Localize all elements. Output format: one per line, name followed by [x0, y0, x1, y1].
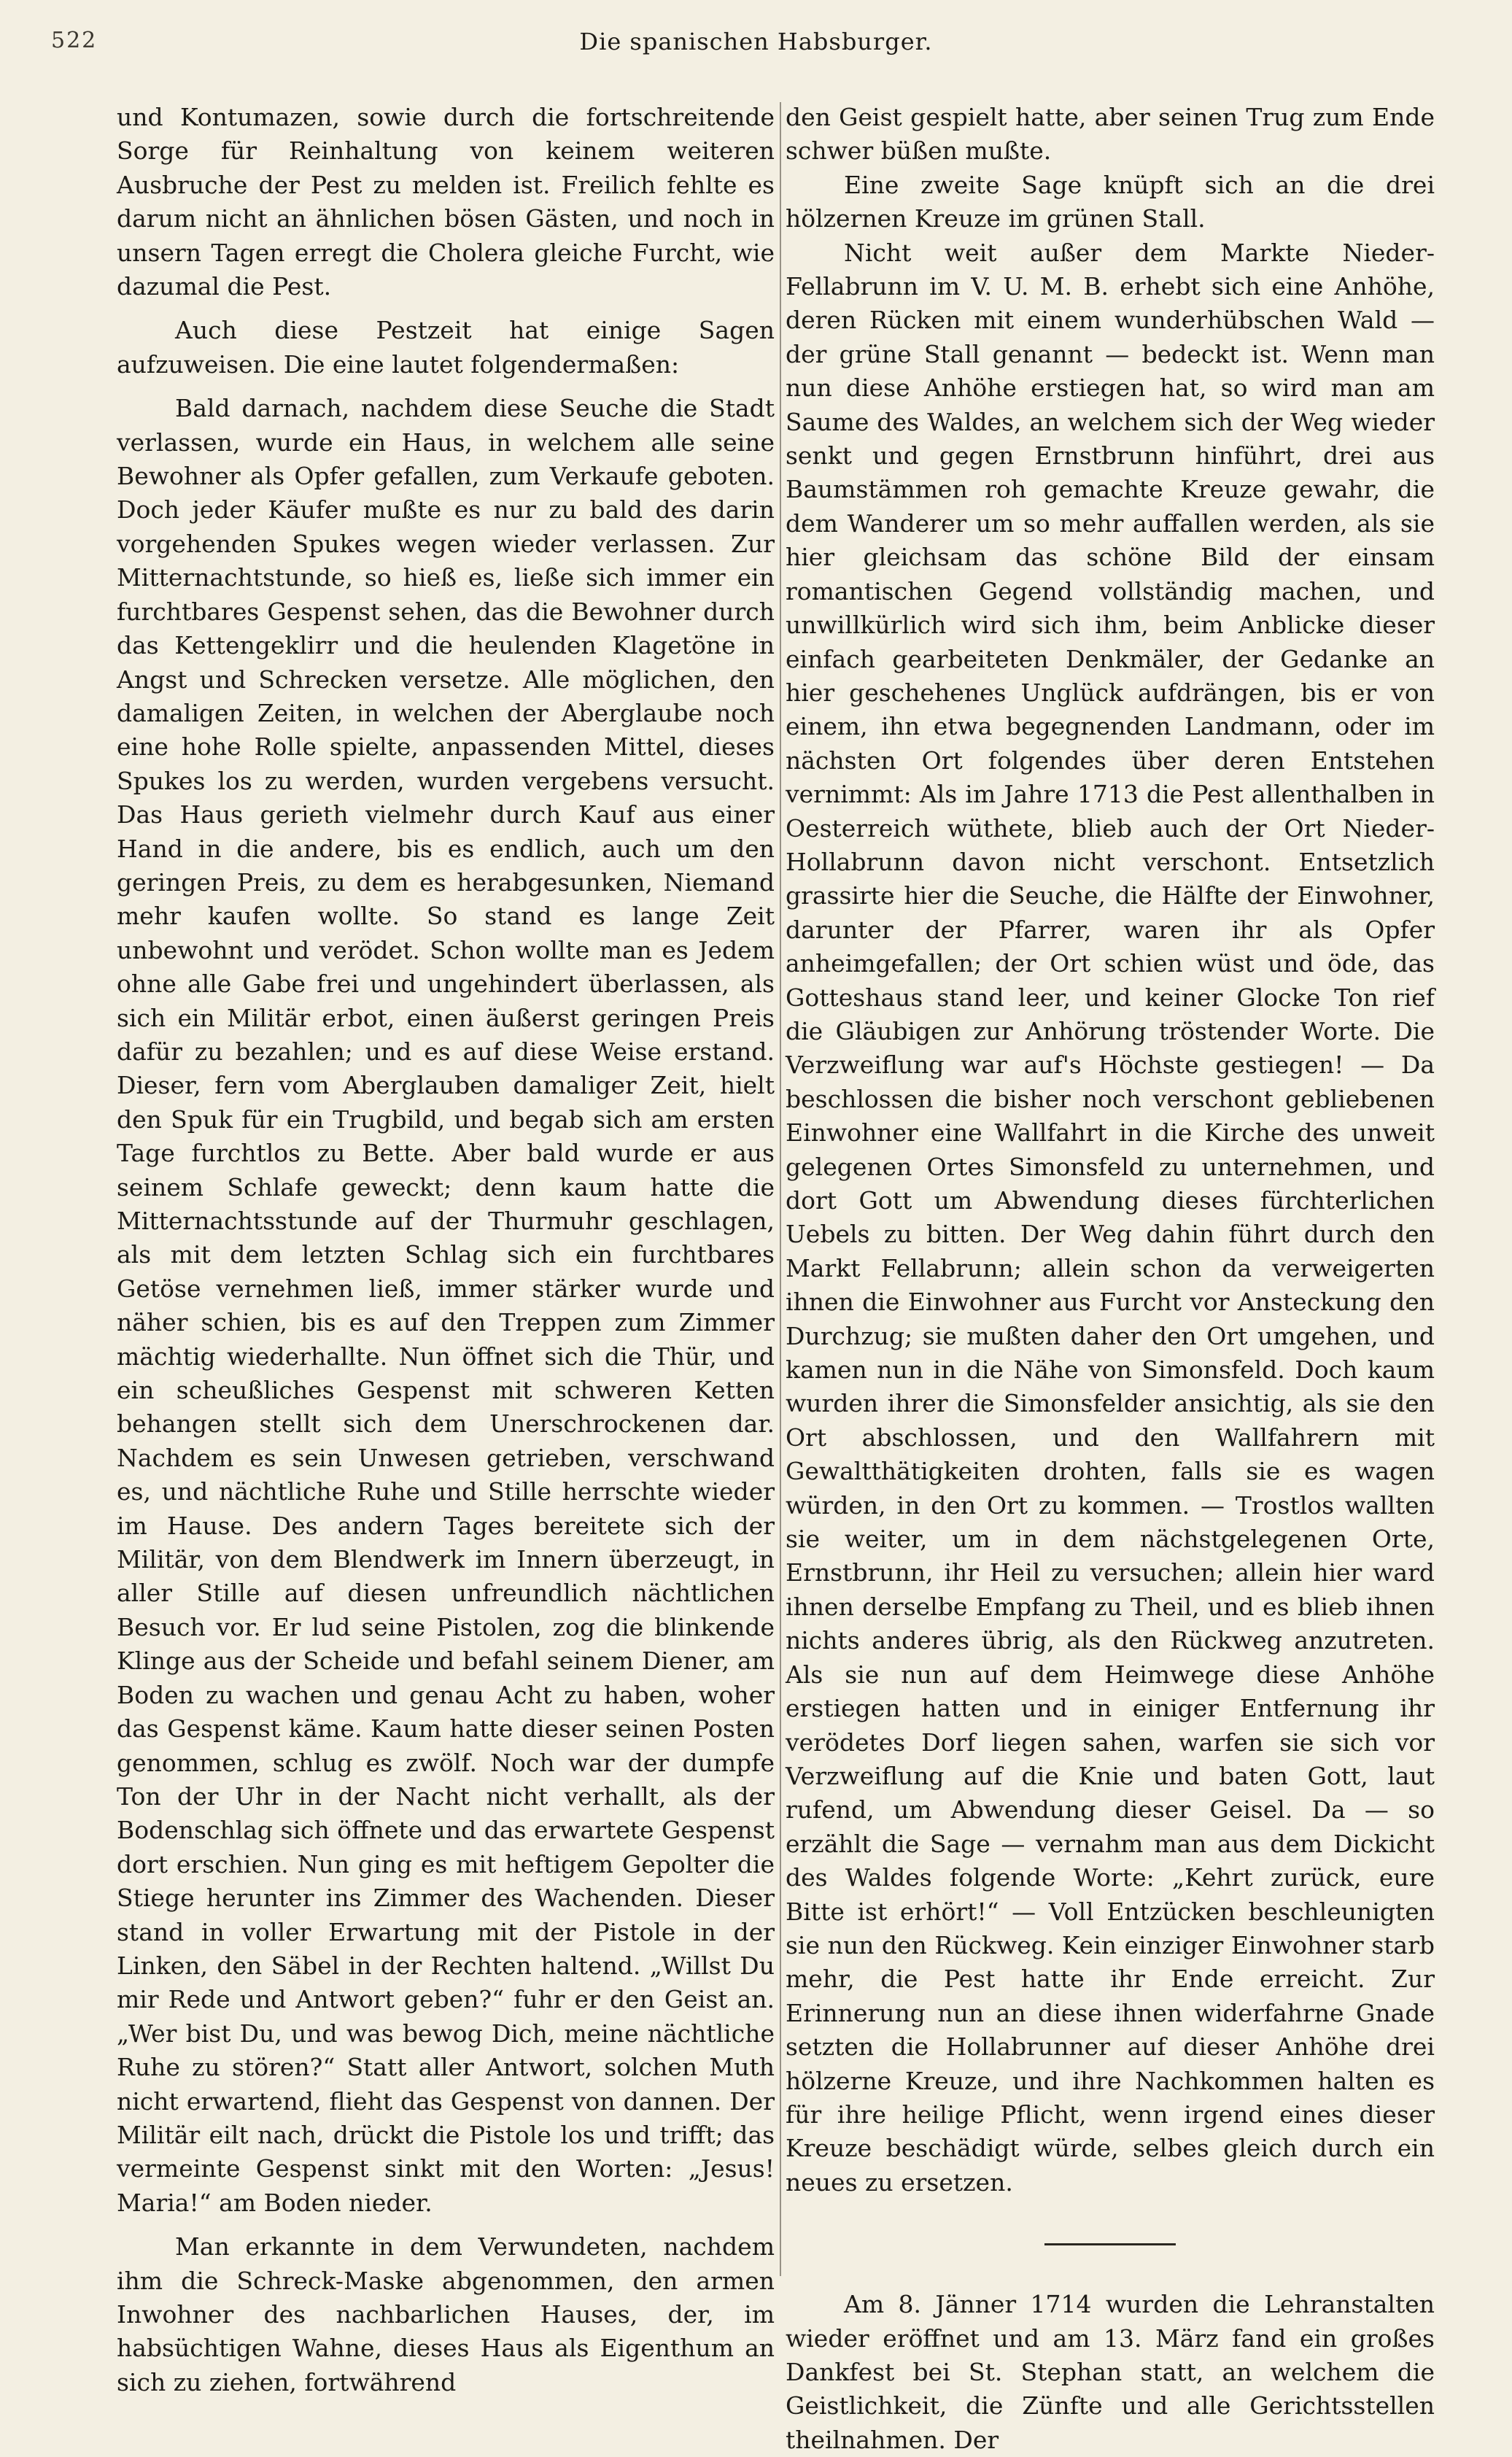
running-head: Die spanischen Habsburger. — [579, 28, 933, 55]
section-separator-rule — [1044, 2243, 1176, 2245]
paragraph-gap — [117, 303, 775, 314]
page-header — [51, 28, 1461, 64]
left-paragraph-3: Bald darnach, nachdem diese Seuche die Stadt verlassen, wurde ein Haus, in welchem alle seine Bewohner als Opfer gefallen, zum Verkaufe geboten. Doch jeder Käufer mußte es nur zu bald des darin vorgehenden Spukes wegen wieder verlassen. Zur Mitternachtstunde, so hieß es, ließe sich immer ein furchtbares Gespenst sehen, das die Bewohner durch das Kettengeklirr und die heulenden Klagetöne in Angst und Schrecken versetze. Alle möglichen, den damaligen Zeiten, in welchen der Aberglaube noch eine hohe Rolle spielte, anpassenden Mittel, dieses Spukes los zu werden, wurden vergebens versucht. Das Haus gerieth vielmehr durch Kauf aus einer Hand in die andere, bis es endlich, auch um den geringen Preis, zu dem es herabgesunken, Niemand mehr kaufen wollte. So stand es lange Zeit unbewohnt und verödet. Schon wollte man es Jedem ohne alle Gabe frei und ungehindert überlassen, als sich ein Militär erbot, einen äußerst geringen Preis dafür zu bezahlen; und es auf diese Weise erstand. Dieser, fern vom Aberglauben damaliger Zeit, hielt den Spuk für ein Trugbild, und begab sich am ersten Tage furchtlos zu Bette. Aber bald wurde er aus seinem Schlafe geweckt; denn kaum hatte die Mitternachtsstunde auf der Thurmuhr geschlagen, als mit dem letzten Schlag sich ein furchtbares Getöse vernehmen ließ, immer stärker wurde und näher schien, bis es auf den Treppen zum Zimmer mächtig wiederhallte. Nun öffnet sich die Thür, und ein scheußliches Gespenst mit schweren Ketten behangen stellt sich dem Unerschrockenen dar. Nachdem es sein Unwesen getrieben, verschwand es, und nächtliche Ruhe und Stille herrschte wieder im Hause. Des andern Tages bereitete sich der Militär, von dem Blendwerk im Innern überzeugt, in aller Stille auf diesen unfreundlich nächtlichen Besuch vor. Er lud seine Pistolen, zog die blinkende Klinge aus der Scheide und befahl seinem Diener, am Boden zu wachen und genau Acht zu haben, woher das Gespenst käme. Kaum hatte dieser seinen Posten genommen, schlug es zwölf. Noch war der dumpfe Ton der Uhr in der Nacht nicht verhallt, als der Bodenschlag sich öffnete und das erwartete Gespenst dort erschien. Nun ging es mit heftigem Gepolter die Stiege herunter ins Zimmer des Wachenden. Dieser stand in voller Erwartung mit der Pistole in der Linken, den Säbel in der Rechten haltend. „Willst Du mir Rede und Antwort geben?“ fuhr er den Geist an. „Wer bist Du, und was bewog Dich, meine nächtliche Ruhe zu stören?“ Statt aller Antwort, solchen Muth nicht erwartend, flieht das Gespenst von dannen. Der Militär eilt nach, drückt die Pistole los und trifft; das vermeinte Gespenst sinkt mit den Worten: „Jesus! Maria!“ am Boden nieder. — [117, 394, 775, 2217]
right-paragraph-1: den Geist gespielt hatte, aber seinen Trug zum Ende schwer büßen mußte. — [786, 103, 1435, 166]
paragraph-gap — [117, 382, 775, 392]
left-paragraph-1: und Kontumazen, sowie durch die fortschreitende Sorge für Reinhaltung von keinem weiteren Ausbruche der Pest zu melden ist. Freilich fehlte es darum nicht an ähnlichen bösen Gästen, und noch in unsern Tagen erregt die Cholera gleiche Furcht, wie dazumal die Pest. — [117, 103, 775, 301]
left-paragraph-4: Man erkannte in dem Verwundeten, nachdem ihm die Schreck-Maske abgenommen, den armen Inwohner des nachbarlichen Hauses, der, im habsüchtigen Wahne, dieses Haus als Eigenthum an sich zu ziehen, fortwährend — [117, 2232, 775, 2396]
right-paragraph-2: Eine zweite Sage knüpft sich an die drei hölzernen Kreuze im grünen Stall. — [786, 170, 1435, 233]
right-paragraph-3: Nicht weit außer dem Markte Nieder-Fellabrunn im V. U. M. B. erhebt sich eine Anhöhe, deren Rücken mit einem wunderhübschen Wald — der grüne Stall genannt — bedeckt ist. Wenn man nun diese Anhöhe erstiegen hat, so wird man am Saume des Waldes, an welchem sich der Weg wieder senkt und gegen Ernstbrunn hinführt, drei aus Baumstämmen roh gemachte Kreuze gewahr, die dem Wanderer um so mehr auffallen werden, als sie hier gleichsam das schöne Bild der einsam romantischen Gegend vollständig machen, und unwillkürlich wird sich ihm, beim Anblicke dieser einfach gearbeiteten Denkmäler, der Gedanke an hier geschehenes Unglück aufdrängen, bis er von einem, ihn etwa begegnenden Landmann, oder im nächsten Ort folgendes über deren Entstehen vernimmt: Als im Jahre 1713 die Pest allenthalben in Oesterreich wüthete, blieb auch der Ort Nieder-Hollabrunn davon nicht verschont. Entsetzlich grassirte hier die Seuche, die Hälfte der Einwohner, darunter der Pfarrer, waren ihr als Opfer anheimgefallen; der Ort schien wüst und öde, das Gotteshaus stand leer, und keiner Glocke Ton rief die Gläubigen zur Anhörung tröstender Worte. Die Verzweiflung war auf's Höchste gestiegen! — Da beschlossen die bisher noch verschont gebliebenen Einwohner eine Wallfahrt in die Kirche des unweit gelegenen Ortes Simonsfeld zu unternehmen, und dort Gott um Abwendung dieses fürchterlichen Uebels zu bitten. Der Weg dahin führt durch den Markt Fellabrunn; allein schon da verweigerten ihnen die Einwohner aus Furcht vor Ansteckung den Durchzug; sie mußten daher den Ort umgehen, und kamen nun in die Nähe von Simonsfeld. Doch kaum wurden ihrer die Simonsfelder ansichtig, als sie den Ort abschlossen, und den Wallfahrern mit Gewaltthätigkeiten drohten, falls sie es wagen würden, in den Ort zu kommen. — Trostlos wallten sie weiter, um in dem nächstgelegenen Orte, Ernstbrunn, ihr Heil zu versuchen; allein hier ward ihnen derselbe Empfang zu Theil, und es blieb ihnen nichts anderes übrig, als den Rückweg anzutreten. Als sie nun auf dem Heimwege diese Anhöhe erstiegen hatten und in einiger Entfernung ihr verödetes Dorf liegen sahen, warfen sie sich vor Verzweiflung auf die Knie und baten Gott, laut rufend, um Abwendung dieser Geisel. Da — so erzählt die Sage — vernahm man aus dem Dickicht des Waldes folgende Worte: „Kehrt zurück, eure Bitte ist erhört!“ — Voll Entzücken beschleunigten sie nun den Rückweg. Kein einziger Einwohner starb mehr, die Pest hatte ihr Ende erreicht. Zur Erinnerung nun an diese ihnen widerfahrne Gnade setzten die Hollabrunner auf dieser Anhöhe drei hölzerne Kreuze, und ihre Nachkommen halten es für ihre heilige Pflicht, wenn irgend eines dieser Kreuze beschädigt würde, selbes gleich durch ein neues zu ersetzen. — [786, 238, 1435, 2197]
paragraph-gap — [117, 2220, 775, 2230]
left-paragraph-2: Auch diese Pestzeit hat einige Sagen aufzuweisen. Die eine lautet folgendermaßen: — [117, 316, 775, 379]
right-column — [786, 101, 1435, 2457]
right-paragraph-4: Am 8. Jänner 1714 wurden die Lehranstalten wieder eröffnet und am 13. März fand ein großes Dankfest bei St. Stephan statt, an welchem die Geistlichkeit, die Zünfte und alle Gerichtsstellen theilnahmen. Der — [786, 2290, 1435, 2454]
page-number: 522 — [51, 28, 98, 53]
left-column — [117, 101, 775, 2399]
column-divider — [780, 102, 781, 2276]
